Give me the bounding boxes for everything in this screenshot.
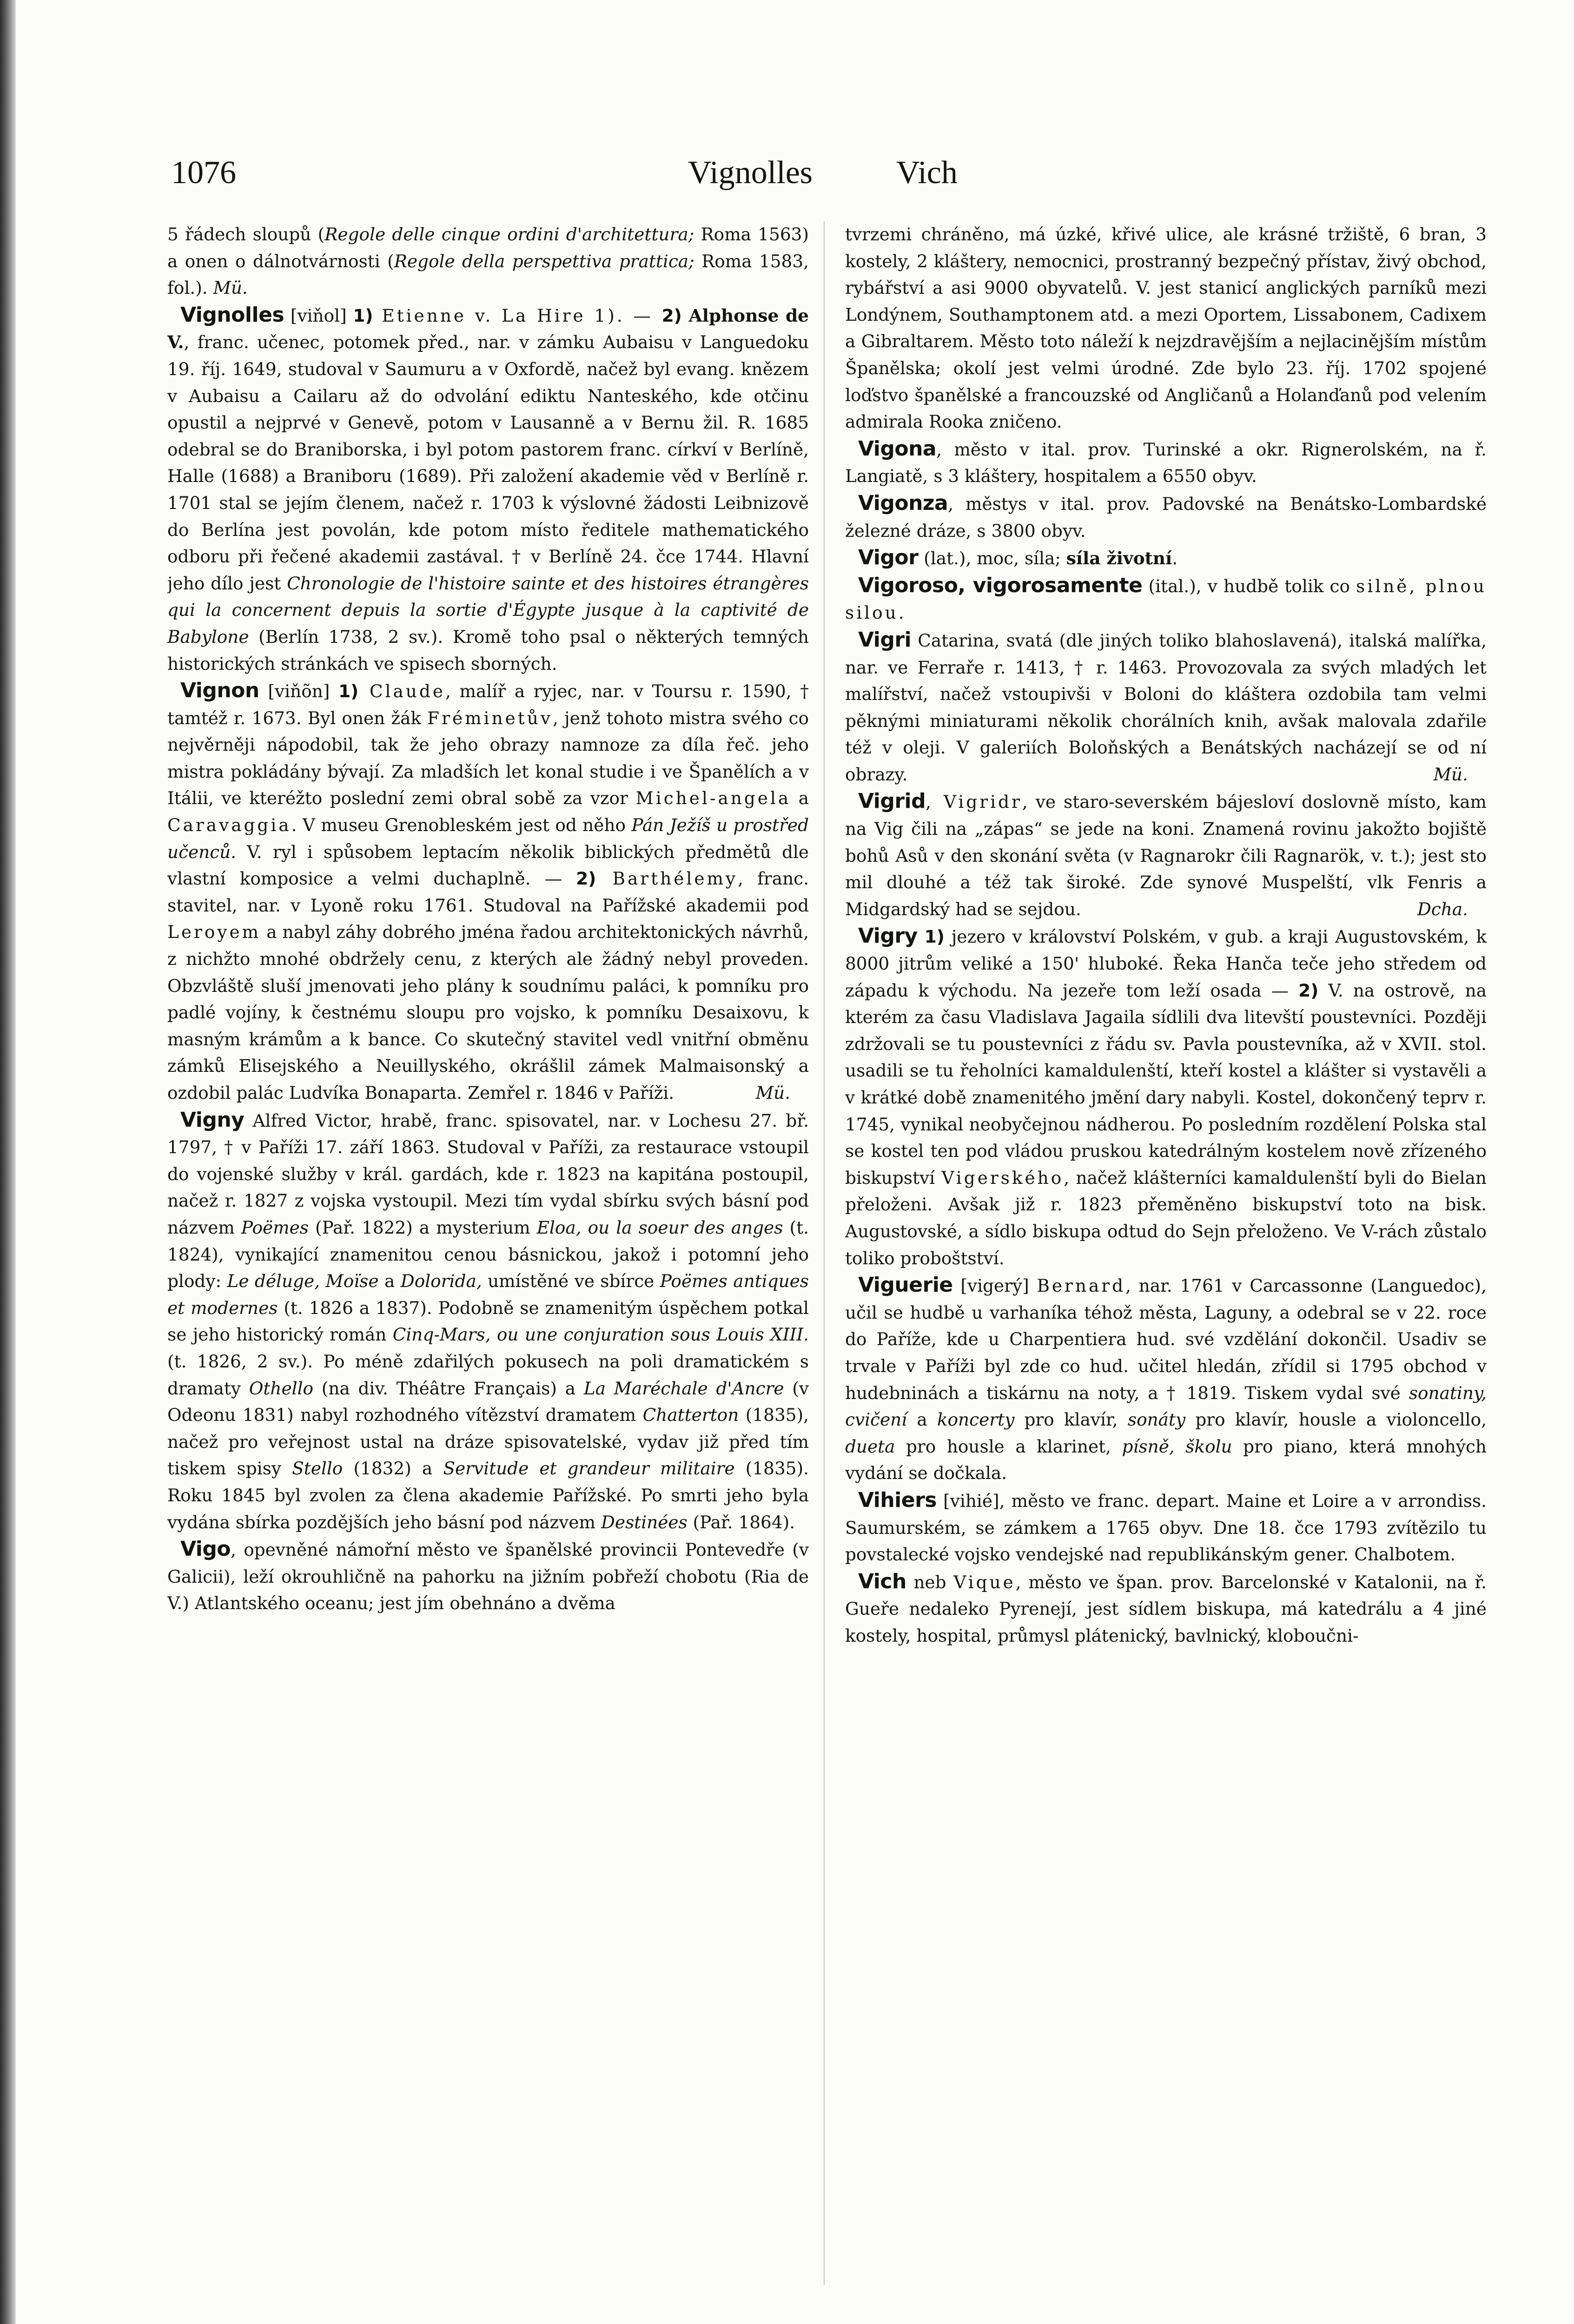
- text-run: (1832) a: [343, 1458, 443, 1479]
- text-run: pro housle a klarinet,: [895, 1436, 1122, 1457]
- text-run: . V museu Grenobleském jest od něho: [291, 815, 632, 836]
- text-run: Barthélemy: [596, 868, 738, 889]
- entry-vigor: [845, 544, 1487, 572]
- entry-vigrid: [845, 788, 1487, 923]
- text-run: 5 řádech sloupů (: [167, 224, 325, 244]
- italic-title: Othello: [249, 1378, 314, 1399]
- right-column: [845, 221, 1487, 2294]
- text-run: , městys v ital. prov. Padovské na Benátsko-Lombardské železné dráze, s 3800 obyv.: [845, 493, 1487, 541]
- italic-title: sonatiny, cvičení: [845, 1382, 1487, 1430]
- entry-viguerie: [845, 1272, 1487, 1487]
- entry-vignon: [167, 677, 809, 1107]
- headword: Vigona: [858, 436, 937, 461]
- continued-text: [167, 221, 809, 302]
- author-signature: Mü.: [755, 1083, 790, 1103]
- italic-title: Poëmes: [241, 1217, 309, 1238]
- text-run: a nabyl záhy dobrého jména řadou architektonických návrhů, z nichžto mnohé obdržely cenu, z kterých ale žádný nebyl proveden. Obzvláště sluší jmenovati jeho plány k soudnímu paláci, k pomníku pro padlé vojíny, k čestnému sloupu pro vojsko, k pomníku Desaixovu, k masným krámům a k bance. Co skutečný stavitel vedl vnitřní obměnu zámků Elisejského a Neuillyského, okrášlil zámek Malmaisonský a ozdobil palác Ludvíka Bonaparta. Zemřel r. 1846 v Paříži.: [167, 922, 809, 1103]
- text-run: [vihié], město ve franc. depart. Maine et Loire a v arrondiss. Saumurském, se zámkem a 1765 obyv. Dne 18. čce 1793 zvítězilo tu povstalecké vojsko vendejské nad republikánským gener. Chalbotem.: [845, 1490, 1487, 1565]
- text-run: Roma 1563) a onen o dálnotvárnosti (: [167, 224, 809, 271]
- text-run: tvrzemi chráněno, má úzké, křivé ulice, ale krásné tržiště, 6 bran, 3 kostely, 2 kláštery, nemocnici, prostranný bezpečný přístav, živý obchod, rybářství a asi 9000 obyvatelů. V. jest stanicí anglických parníků mezi Londýnem, Southamptonem atd. a mezi Oportem, Lissabonem, Cadixem a Gibraltarem. Město toto náleží k nejzdravějším a nejlacinějším místům Španělska; okolí jest velmi úrodné. Zde bylo 23. říj. 1702 spojené loďstvo španělské a francouzské od Angličanů a Holanďanů pod velením admirala Rooka zničeno.: [845, 224, 1487, 432]
- text-run: pro klavír, housle a violoncello,: [1185, 1409, 1487, 1430]
- entry-vihiers: [845, 1487, 1487, 1568]
- italic-title: Chronologie de l'histoire sainte et des histoires étrangères qui la concernent depuis la sortie d'Égypte jusque à la captivité de Babylone: [167, 573, 809, 647]
- text-run: , město ve špan. prov. Barcelonské v Katalonii, na ř. Gueře nedaleko Pyrenejí, jest sídlem biskupa, má katedrálu a 4 jiné kostely, hospital, průmysl plátenický, bavlnický, kloboučni-: [845, 1571, 1487, 1646]
- text-run: Etienne v. La Hire 1). —: [373, 305, 662, 326]
- italic-title: Poëmes antiques et modernes: [167, 1271, 809, 1318]
- entry-vignolles: [167, 302, 809, 677]
- italic-title: koncerty: [937, 1409, 1015, 1430]
- sense-number: 2): [661, 305, 682, 326]
- text-run: a: [907, 1409, 937, 1430]
- text-run: Roma 1583, fol.).: [167, 251, 809, 298]
- headword: Vihiers: [858, 1488, 937, 1512]
- text-run: , nar. 1761 v Carcassonne (Languedoc), učil se hudbě u varhaníka téhož města, Laguny, a odebral se v 22. roce do Paříže, kde u Charpentiera hud. své vzdělání dokončil. Usadiv se trvale v Paříži byl zde co hud. učitel hledán, zřídil si 1795 obchod v hudebninách a tiskárnu na noty, a † 1819. Tiskem vydal své: [845, 1275, 1487, 1403]
- text-run: Claude: [358, 681, 445, 702]
- text-run: , opevněné námořní město ve španělské provincii Pontevedře (v Galicii), leží okrouhličně na pahorku na jižním pobřeží chobotu (Ria de V.) Atlantského oceanu; jest jím obehnáno a dvěma: [167, 1539, 809, 1614]
- headword: Vignolles: [180, 303, 284, 327]
- text-run: , malíř a ryjec, nar. v Toursu r. 1590, † tamtéž r. 1673. Byl onen žák: [167, 681, 809, 728]
- text-run: pro klavír,: [1014, 1409, 1128, 1430]
- text-run: (na div. Théâtre Français) a: [313, 1378, 584, 1399]
- text-run: umístěné ve sbírce: [482, 1271, 660, 1292]
- text-run: (Pař. 1822) a mysterium: [308, 1217, 537, 1238]
- entry-vigny: [167, 1107, 809, 1536]
- headword: Vich: [858, 1569, 906, 1593]
- text-run: síla životní: [1066, 548, 1172, 569]
- text-run: (1835). Roku 1845 byl zvolen za člena akademie Pařížské. Po smrti jeho byla vydána sbírka pozdějších jeho básní pod názvem: [167, 1458, 809, 1532]
- headword: Vigor: [858, 546, 919, 570]
- page-number: 1076: [171, 155, 236, 191]
- text-run: Caravaggia: [167, 815, 291, 836]
- sense-number: 2): [576, 868, 596, 889]
- text-run: pro piano, která mnohých vydání se dočkala.: [845, 1436, 1487, 1484]
- text-run: (t. 1826 a 1837). Podobně se znamenitým úspěchem potkal se jeho historický román: [167, 1297, 809, 1345]
- entry-vigo: [167, 1536, 809, 1617]
- entry-vigonza: [845, 490, 1487, 544]
- text-run: [viňol]: [284, 305, 353, 326]
- text-run: , jenž tohoto mistra svého co nejvěrněji nápodobil, tak že jeho obrazy namnoze za díla řeč. jeho mistra pokládány bývají. Za mladších let konal studie i ve Španělích a v Itálii, ve kteréžto poslední zemi obral sobě za vzor: [167, 707, 809, 809]
- text-run: , Vigridr: [926, 792, 1022, 812]
- text-run: V. na ostrově, na kterém za času Vladislava Jagaila sídlili dva litevští poustevníci. Později zdržovali se tu poustevníci z řádu sv. Pavla poustevníka, až v XVII. stol. usadili se tu řeholníci kamaldulenští, kteří kostel a klášter si vystavěli a v krátké době znamenitého jmění dary nabyli. Kostel, dokončený teprv r. 1745, vynikal neobyčejnou nádherou. Po posledním rozdělení Polska stal se kostel ten pod vládou pruskou katedrálným kostelem nově zřízeného biskupství: [845, 980, 1487, 1188]
- text-run: (ital.), v hudbě tolik co: [1142, 575, 1356, 596]
- page-header: [171, 145, 1487, 201]
- italic-title: Cinq-Mars, ou une conjuration sous Louis XIII.: [392, 1324, 809, 1345]
- text-run: Leroyem: [167, 922, 261, 943]
- text-run: (v Odeonu 1831) nabyl rozhodného vítězství dramatem: [167, 1378, 809, 1426]
- text-run: .: [1172, 548, 1178, 569]
- italic-title: Eloa, ou la soeur des anges: [536, 1217, 783, 1238]
- entry-vich: [845, 1568, 1487, 1650]
- italic-title: Mü.: [213, 277, 248, 298]
- italic-title: Servitude et grandeur militaire: [443, 1458, 735, 1479]
- entry-vigry: [845, 923, 1487, 1272]
- headword: Vigry: [858, 924, 918, 948]
- italic-title: Stello: [292, 1458, 343, 1479]
- author-signature: Mü.: [1433, 764, 1468, 785]
- italic-title: Dolorida,: [400, 1271, 482, 1292]
- headword: Viguerie: [858, 1273, 953, 1297]
- sense-number: 2): [1298, 980, 1319, 1001]
- text-run: . V. ryl i spůsobem leptacím několik biblických předmětů dle vlastní komposice a velmi duchaplně. —: [167, 841, 809, 889]
- column-divider: [824, 221, 825, 2285]
- entry-vigona: [845, 436, 1487, 490]
- headword: Vigri: [858, 627, 912, 652]
- text-run: Alphonse de V.: [167, 305, 809, 353]
- italic-title: Regole delle cinque ordini d'architettura;: [324, 224, 694, 244]
- text-run: neb: [906, 1571, 954, 1592]
- text-run: , načež klášterníci kamaldulenští byli do Bielan přeloženi. Avšak již r. 1823 přeměněno biskupství toto na bisk. Augustovské, a sídlo biskupa odtud do Sejn přeloženo. Ve V-rách zůstalo toliko proboštství.: [845, 1167, 1487, 1268]
- text-run: (t. 1824), vynikající znamenitou cenou básnickou, jakož i potomní jeho plody:: [167, 1217, 809, 1292]
- italic-title: Le déluge, Moïse: [227, 1271, 379, 1292]
- scan-edge-shadow: [0, 0, 16, 2324]
- entry-vigoroso-vigorosamente: [845, 572, 1487, 627]
- italic-title: sonáty: [1127, 1409, 1186, 1430]
- entry-vigri: [845, 627, 1487, 788]
- text-run: Michel-angela: [635, 788, 791, 809]
- author-signature: Dcha.: [1417, 898, 1468, 919]
- italic-title: Regole della perspettiva prattica;: [394, 251, 694, 271]
- text-run: .: [898, 602, 904, 623]
- text-run: , město v ital. prov. Turinské a okr. Rignerolském, na ř. Langiatě, s 3 kláštery, hospitalem a 6550 obyv.: [845, 439, 1487, 487]
- text-run: a: [791, 788, 809, 809]
- text-run: (Berlín 1738, 2 sv.). Kromě toho psal o některých temných historických stránkách ve spisech sborných.: [167, 626, 809, 674]
- text-run: (1835), načež pro veřejnost ustal na dráze spisovatelské, vydav již před tím tiskem spisy: [167, 1405, 809, 1479]
- headword: Vigoroso, vigorosamente: [858, 573, 1143, 597]
- text-run: jezero v království Polském, v gub. a kraji Augustovském, k 8000 jitrům veliké a 150' hluboké. Řeka Hanča teče jeho středem od západu k východu. Na jezeře tom leží osada —: [845, 926, 1487, 1001]
- text-run: , franc. učenec, potomek před., nar. v zámku Aubaisu v Languedoku 19. říj. 1649, studoval v Saumuru a v Oxfordě, načež byl evang. knězem v Aubaisu a Cailaru až do odvolání ediktu Nanteského, kde otčinu opustil a nejprvé v Genevě, potom v Lausanně a v Bernu žil. R. 1685 odebral se do Braniborska, i byl potom pastorem franc. církví v Berlíně, Halle (1688) a Braniboru (1689). Při založení akademie věd v Berlíně r. 1701 stal se jejím členem, načež r. 1703 k výslovné žádosti Leibnizově do Berlína jest povolán, kde potom místo ředitele mathematického odboru při řečené akademii zastával. † v Berlíně 24. čce 1744. Hlavní jeho dílo jest: [167, 332, 809, 594]
- text-run: (lat.), moc, síla;: [918, 548, 1066, 569]
- sense-number: 1): [338, 681, 359, 702]
- text-run: silně, plnou silou: [845, 575, 1487, 623]
- headword: Vigonza: [858, 491, 948, 515]
- headword: Vigny: [180, 1108, 245, 1132]
- text-run: Catarina, svatá (dle jiných toliko blahoslavená), italská malířka, nar. ve Ferraře r. 1413, † r. 1463. Provozovala za svých mladých let malířství, načež vstoupivši v Boloni do kláštera ozdobila tam velmi pěknými miniaturami několik chorálních knih, avšak malovala zdařile též v oleji. V galeriích Boloňských a Benátských nacházejí se od ní obrazy.: [845, 630, 1487, 785]
- text-run: (t. 1826, 2 sv.). Po méně zdařilých pokusech na poli dramatickém s dramaty: [167, 1351, 809, 1399]
- headword: Vigrid: [858, 789, 926, 813]
- continued-text: [845, 221, 1487, 436]
- text-run: Bernard: [1037, 1275, 1126, 1296]
- text-run: , franc. stavitel, nar. v Lyoně roku 1761. Studoval na Pařížské akademii pod: [167, 868, 809, 916]
- text-run: Alfred Victor, hrabě, franc. spisovatel, nar. v Lochesu 27. bř. 1797, † v Paříži 17. září 1863. Studoval v Paříži, za restaurace vstoupil do vojenské služby v král. gardách, kde r. 1823 na kapitána postoupil, načež r. 1827 z vojska vystoupil. Mezi tím vydal sbírku svých básní pod názvem: [167, 1110, 809, 1238]
- text-run: a: [378, 1271, 401, 1292]
- left-column: [167, 221, 809, 2294]
- text-run: Fréminetův: [427, 707, 553, 728]
- italic-title: Destinées: [601, 1512, 688, 1532]
- guide-word-last: Vich: [896, 155, 958, 191]
- italic-title: dueta: [845, 1436, 895, 1457]
- headword: Vignon: [180, 679, 259, 703]
- text-run: [918, 926, 925, 947]
- text-run: (Pař. 1864).: [687, 1512, 795, 1532]
- text-run: Vigerského: [941, 1167, 1064, 1188]
- italic-title: Chatterton: [642, 1405, 739, 1426]
- italic-title: La Maréchale d'Ancre: [583, 1378, 784, 1399]
- text-run: Vique: [953, 1571, 1016, 1592]
- italic-title: Pán Ježíš u prostřed učenců: [167, 815, 809, 862]
- sense-number: 1): [353, 305, 373, 326]
- text-run: [viňõn]: [259, 681, 339, 702]
- guide-word-first: Vignolles: [688, 155, 813, 191]
- text-run: [vigerý]: [952, 1275, 1037, 1296]
- italic-title: písně, školu: [1122, 1436, 1232, 1457]
- headword: Vigo: [180, 1537, 231, 1561]
- sense-number: 1): [924, 926, 945, 947]
- text-run: , ve staro-severském bájesloví doslovně místo, kam na Vig čili na „zápas“ se jede na koni. Znamená rovinu jakožto bojiště bohů Asů v den skonání světa (v Ragnarokr čili Ragnarök, v. t.); jest sto mil dlouhé a též tak široké. Zde synové Muspelští, vlk Fenris a Midgardský had se sejdou.: [845, 792, 1487, 919]
